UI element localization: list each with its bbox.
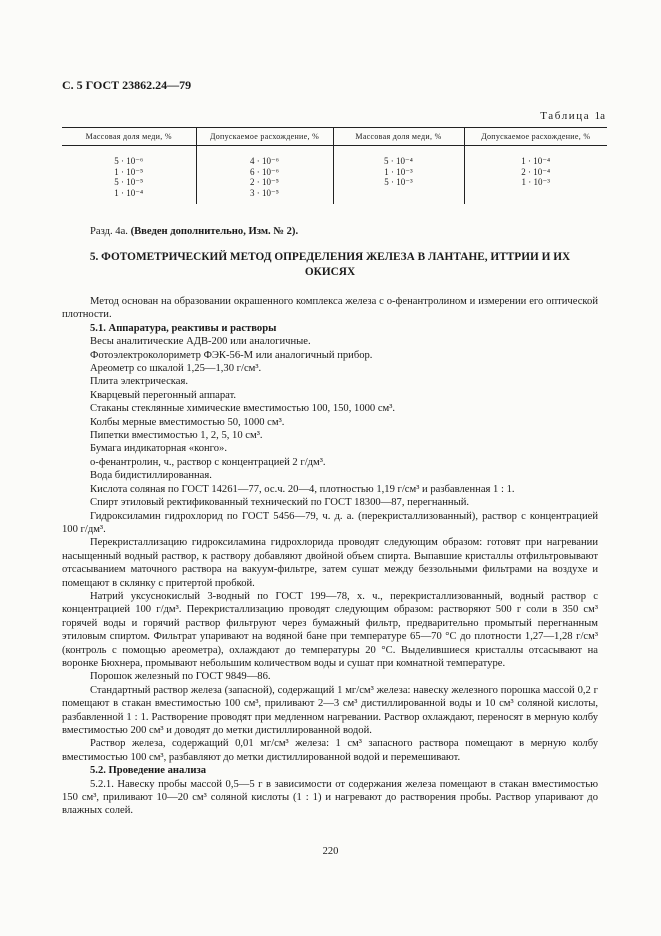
cell-value: 5 · 10⁻³ [384,177,413,187]
section-heading-wrap [62,250,598,279]
cell-value: 5 · 10⁻⁴ [384,156,413,166]
cell-value: 4 · 10⁻⁶ [250,156,279,166]
table-caption-number: 1а [594,110,605,122]
list-item: Ареометр со шкалой 1,25—1,30 г/см³. [90,363,262,375]
cell-value: 5 · 10⁻⁵ [114,177,144,187]
cell-value: 1 · 10⁻⁴ [114,187,144,198]
list-item: о-фенантролин, ч., раствор с концентрацией 2 г/дм³. [90,456,326,468]
list-item: Бумага индикаторная «конго». [90,443,227,455]
subsection-title: 5.1. Аппаратура, реактивы и растворы [90,322,277,334]
table-cell [464,146,607,205]
copper-tolerance-table [62,127,607,204]
paragraph: Метод основан на образовании окрашенного комплекса железа с о-фенантролином и измерении его оптической плотности. [62,296,598,321]
paragraph: 5.2.1. Навеску пробы массой 0,5—5 г в зависимости от содержания железа помещают в стакан вместимостью 150 см³, приливают 10—20 см³ соляной кислоты (1 : 1) и нагревают до растворения пробы. Раствор упаривают до влажных солей. [62,778,598,817]
list-item: Колбы мерные вместимостью 50, 1000 см³. [90,416,285,428]
list-item: Вода бидистиллированная. [90,470,212,482]
column-header: Массовая доля меди, % [62,128,196,146]
column-header: Допускаемое расхождение, % [464,128,607,146]
note-bold: (Введен дополнительно, Изм. № 2). [130,226,299,237]
list-item: Плита электрическая. [90,376,188,388]
cell-value: 2 · 10⁻⁵ [250,177,279,187]
section-heading: 5. ФОТОМЕТРИЧЕСКИЙ МЕТОД ОПРЕДЕЛЕНИЯ ЖЕЛЕЗА В ЛАНТАНЕ, ИТТРИИ И ИХ ОКИСЯХ [89,251,571,278]
paragraph: Порошок железный по ГОСТ 9849—86. [90,671,271,683]
cell-value: 1 · 10⁻³ [384,166,413,177]
table-caption-word: Таблица [540,110,591,122]
column-header: Массовая доля меди, % [333,128,464,146]
list-item: Фотоэлектроколориметр ФЭК-56-М или аналогичный прибор. [90,349,373,361]
cell-value: 1 · 10⁻³ [521,177,550,187]
column-header: Допускаемое расхождение, % [196,128,333,146]
paragraph: Раствор железа, содержащий 0,01 мг/см³ железа: 1 см³ запасного раствора помещают в мерную колбу вместимостью 100 см³, разбавляют до метки дистиллированной водой и перемешивают. [62,738,598,763]
paragraph: Перекристаллизацию гидроксиламина гидрохлорида проводят следующим образом: готовят при нагревании насыщенный водный раствор, к раствору добавляют двойной объем спирта. Выпавшие кристаллы отфильтровывают отсасыванием маточного раствора на вакуум-фильтре, затем сушат между беззольными фильтрами на воздухе и помещают в склянку с притертой пробкой. [62,537,598,589]
table-header-row [62,128,607,146]
cell-value: 1 · 10⁻⁵ [114,166,144,177]
table-row [62,146,607,205]
cell-value: 3 · 10⁻⁵ [250,187,279,198]
table-caption [540,110,605,122]
table-cell [333,146,464,205]
list-item: Пипетки вместимостью 1, 2, 5, 10 см³. [90,430,263,442]
amendment-note [62,225,598,238]
cell-value: 6 · 10⁻⁶ [250,166,279,177]
cell-value: 1 · 10⁻⁴ [521,156,551,166]
list-item: Кислота соляная по ГОСТ 14261—77, ос.ч. 20—4, плотностью 1,19 г/см³ и разбавленная 1 : 1. [90,483,515,495]
list-item: Спирт этиловый ректификованный технический по ГОСТ 18300—87, перегнанный. [90,497,470,509]
list-item: Стаканы стеклянные химические вместимостью 100, 150, 1000 см³. [90,403,396,415]
cell-value: 5 · 10⁻⁶ [114,156,144,166]
page-number: 220 [322,846,339,857]
note-prefix: Разд. 4а. [90,226,131,237]
paragraph: Натрий уксуснокислый 3-водный по ГОСТ 199—78, х. ч., перекристаллизованный, водный раствор с концентрацией 100 г/дм³. Перекристаллизацию проводят следующим образом: растворяют 500 г соли в 350 см³ горячей воды и горячий раствор фильтруют через бумажный фильтр, предварительно промытый перегнанным этиловым спиртом. Фильтрат упаривают на водяной бане при температуре 65—70 °С до плотности 1,27—1,28 г/см³ (контроль с помощью ареометра), охлаждают до температуры 20 °С. Выделившиеся кристаллы отсасывают на воронке Бюхнера, промывают небольшим количеством воды и сушат при комнатной температуре. [62,590,598,669]
running-header: С. 5 ГОСТ 23862.24—79 [62,78,192,92]
section-body [62,295,598,818]
list-item: Весы аналитические АДВ-200 или аналогичные. [90,336,311,348]
table-cell [62,146,196,205]
list-item: Кварцевый перегонный аппарат. [90,389,237,401]
subsection-title: 5.2. Проведение анализа [90,765,206,777]
cell-value: 2 · 10⁻⁴ [521,166,551,177]
paragraph: Стандартный раствор железа (запасной), содержащий 1 мг/см³ железа: навеску железного порошка массой 0,2 г помещают в стакан вместимостью 100 см³, приливают 2—3 см³ дистиллированной воды и 10 см³ соляной кислоты, разбавленной 1 : 1. Растворение проводят при медленном нагревании. Раствор охлаждают, переносят в мерную колбу вместимостью 200 см³ и доводят до метки дистиллированной водой. [62,684,598,736]
table-cell [196,146,333,205]
list-item: Гидроксиламин гидрохлорид по ГОСТ 5456—79, ч. д. а. (перекристаллизованный), раствор с концентрацией 100 г/дм³. [62,510,598,535]
